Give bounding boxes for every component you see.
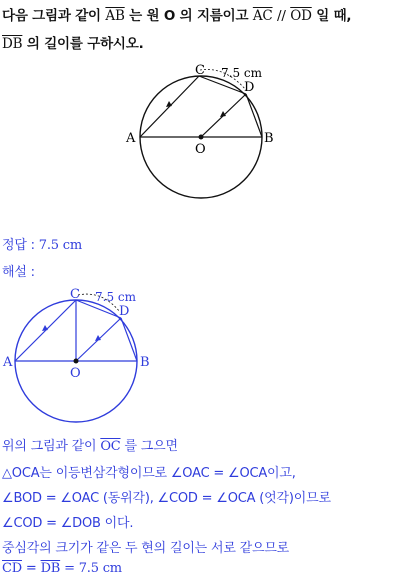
explanation-text: 를 그으면 bbox=[124, 439, 178, 454]
center-point bbox=[74, 359, 79, 364]
label-c: C bbox=[195, 63, 205, 78]
segment-db: $\overline{DB}$ bbox=[2, 36, 23, 52]
problem-text: 일 때, bbox=[316, 8, 352, 24]
explanation-label: 해설 : bbox=[2, 265, 35, 280]
label-o: O bbox=[70, 366, 81, 381]
label-d: D bbox=[119, 304, 130, 319]
label-b: B bbox=[264, 131, 274, 146]
measure-label: 7.5 cm bbox=[95, 290, 136, 304]
explanation-line-5: 중심각의 크기가 같은 두 현의 길이는 서로 같으므로 bbox=[2, 541, 290, 556]
segment-ac: $\overline{AC}$ bbox=[252, 8, 273, 24]
equals-sign: = bbox=[25, 561, 37, 576]
answer-value: 7.5 cm bbox=[38, 238, 82, 253]
chord-db bbox=[121, 318, 137, 361]
arrow-ac bbox=[42, 325, 48, 331]
segment-od: $\overline{OD}$ bbox=[290, 8, 312, 24]
problem-text: 다음 그림과 같이 bbox=[2, 8, 101, 24]
label-d: D bbox=[244, 80, 255, 95]
chord-ac bbox=[15, 300, 76, 361]
segment-oc-label: $\overline{OC}$ bbox=[100, 439, 121, 454]
label-a: A bbox=[126, 131, 136, 146]
label-a: A bbox=[3, 355, 13, 370]
label-b: B bbox=[140, 355, 150, 370]
parallel-symbol: // bbox=[277, 8, 286, 24]
explanation-line-2: △OCA는 이등변삼각형이므로 ∠OAC = ∠OCA이고, bbox=[2, 466, 296, 481]
label-o: O bbox=[195, 142, 206, 157]
problem-text: 의 길이를 구하시오. bbox=[26, 36, 144, 52]
segment-db-label: $\overline{DB}$ bbox=[40, 561, 61, 576]
explanation-line-6 bbox=[2, 561, 122, 576]
label-c: C bbox=[70, 287, 80, 302]
explanation-text: 위의 그림과 같이 bbox=[2, 439, 97, 454]
explanation-line-3: ∠BOD = ∠OAC (동위각), ∠COD = ∠OCA (엇각)이므로 bbox=[2, 491, 331, 506]
answer-label: 정답 : bbox=[2, 238, 35, 253]
measure-label: 7.5 cm bbox=[221, 66, 262, 80]
explanation-line-1 bbox=[2, 435, 178, 454]
segment-ab: $\overline{AB}$ bbox=[105, 8, 125, 24]
result-value: = 7.5 cm bbox=[64, 561, 122, 576]
problem-text: 는 원 O 의 지름이고 bbox=[129, 8, 249, 24]
segment-cd-label: $\overline{CD}$ bbox=[2, 561, 22, 576]
explanation-line-4: ∠COD = ∠DOB 이다. bbox=[2, 516, 134, 531]
